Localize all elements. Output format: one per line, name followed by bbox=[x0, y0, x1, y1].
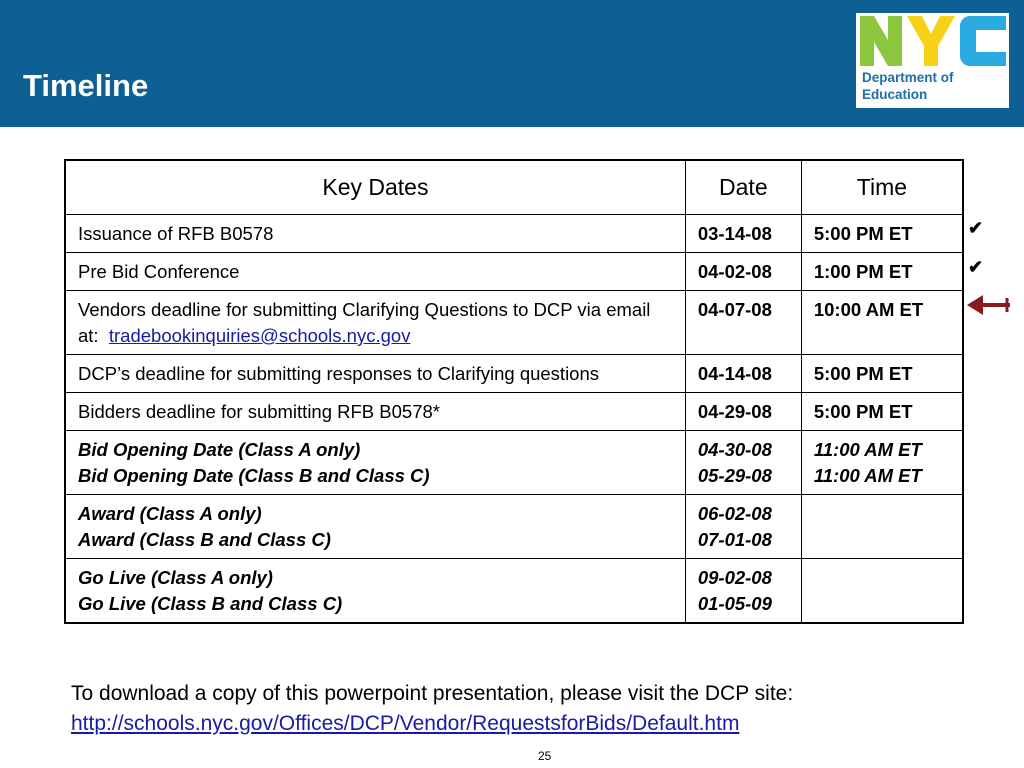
date-cell: 04-07-08 bbox=[685, 291, 801, 355]
key-date-line: Award (Class B and Class C) bbox=[78, 529, 331, 550]
date-cell bbox=[685, 431, 801, 495]
date-cell: 04-29-08 bbox=[685, 393, 801, 431]
download-note bbox=[71, 679, 793, 739]
table-row bbox=[65, 559, 963, 624]
date-line: 09-02-08 bbox=[697, 567, 772, 588]
time-cell: 10:00 AM ET bbox=[801, 291, 963, 355]
logo-text bbox=[862, 69, 954, 103]
date-cell: 04-14-08 bbox=[685, 355, 801, 393]
table-row bbox=[65, 291, 963, 355]
table-row bbox=[65, 393, 963, 431]
header-bar bbox=[0, 0, 1024, 127]
date-line: 05-29-08 bbox=[697, 465, 772, 486]
left-arrow-icon bbox=[967, 292, 1011, 318]
time-cell: 1:00 PM ET bbox=[801, 253, 963, 291]
dcp-site-link[interactable]: http://schools.nyc.gov/Offices/DCP/Vendor/RequestsforBids/Default.htm bbox=[71, 712, 740, 735]
date-line: 07-01-08 bbox=[697, 529, 772, 550]
page-number: 25 bbox=[538, 749, 552, 763]
nyc-letters-graphic bbox=[856, 13, 1009, 68]
time-line: 11:00 AM ET bbox=[813, 439, 922, 460]
date-line: 06-02-08 bbox=[697, 503, 772, 524]
time-cell bbox=[801, 431, 963, 495]
date-line: 01-05-09 bbox=[697, 593, 772, 614]
header-time: Time bbox=[801, 160, 963, 215]
date-cell bbox=[685, 495, 801, 559]
key-date-cell: Bidders deadline for submitting RFB B0578* bbox=[65, 393, 685, 431]
key-date-line: Go Live (Class B and Class C) bbox=[78, 593, 343, 614]
slide-title: Timeline bbox=[23, 68, 149, 103]
timeline-table bbox=[64, 159, 964, 624]
nyc-doe-logo bbox=[856, 13, 1009, 108]
key-date-line: Award (Class A only) bbox=[78, 503, 262, 524]
date-cell bbox=[685, 559, 801, 624]
date-cell: 03-14-08 bbox=[685, 215, 801, 253]
header-date: Date bbox=[685, 160, 801, 215]
key-date-cell: Pre Bid Conference bbox=[65, 253, 685, 291]
table-row bbox=[65, 495, 963, 559]
checkmark-icon: ✔ bbox=[968, 218, 984, 238]
table-row bbox=[65, 253, 963, 291]
key-date-cell bbox=[65, 291, 685, 355]
email-link[interactable]: tradebookinquiries@schools.nyc.gov bbox=[108, 325, 411, 346]
key-date-cell bbox=[65, 431, 685, 495]
table-row bbox=[65, 355, 963, 393]
key-date-line: Bid Opening Date (Class A only) bbox=[78, 439, 361, 460]
logo-line-1: Department of bbox=[862, 70, 954, 85]
key-date-text: Vendors deadline for submitting Clarifying Questions to DCP via email at: bbox=[78, 299, 651, 346]
key-date-cell bbox=[65, 559, 685, 624]
date-line: 04-30-08 bbox=[697, 439, 772, 460]
key-date-line: Go Live (Class A only) bbox=[78, 567, 273, 588]
time-cell: 5:00 PM ET bbox=[801, 393, 963, 431]
logo-line-2: Education bbox=[862, 87, 928, 102]
key-date-cell bbox=[65, 495, 685, 559]
checkmark-icon: ✔ bbox=[968, 257, 984, 277]
table-row bbox=[65, 215, 963, 253]
table-row bbox=[65, 431, 963, 495]
time-cell: 5:00 PM ET bbox=[801, 355, 963, 393]
key-date-cell: Issuance of RFB B0578 bbox=[65, 215, 685, 253]
time-line: 11:00 AM ET bbox=[813, 465, 922, 486]
key-date-cell: DCP’s deadline for submitting responses to Clarifying questions bbox=[65, 355, 685, 393]
download-note-text: To download a copy of this powerpoint presentation, please visit the DCP site: bbox=[71, 682, 794, 705]
date-cell: 04-02-08 bbox=[685, 253, 801, 291]
time-cell bbox=[801, 495, 963, 559]
header-key-dates: Key Dates bbox=[65, 160, 685, 215]
key-date-line: Bid Opening Date (Class B and Class C) bbox=[78, 465, 430, 486]
time-cell: 5:00 PM ET bbox=[801, 215, 963, 253]
time-cell bbox=[801, 559, 963, 624]
table-header-row bbox=[65, 160, 963, 215]
